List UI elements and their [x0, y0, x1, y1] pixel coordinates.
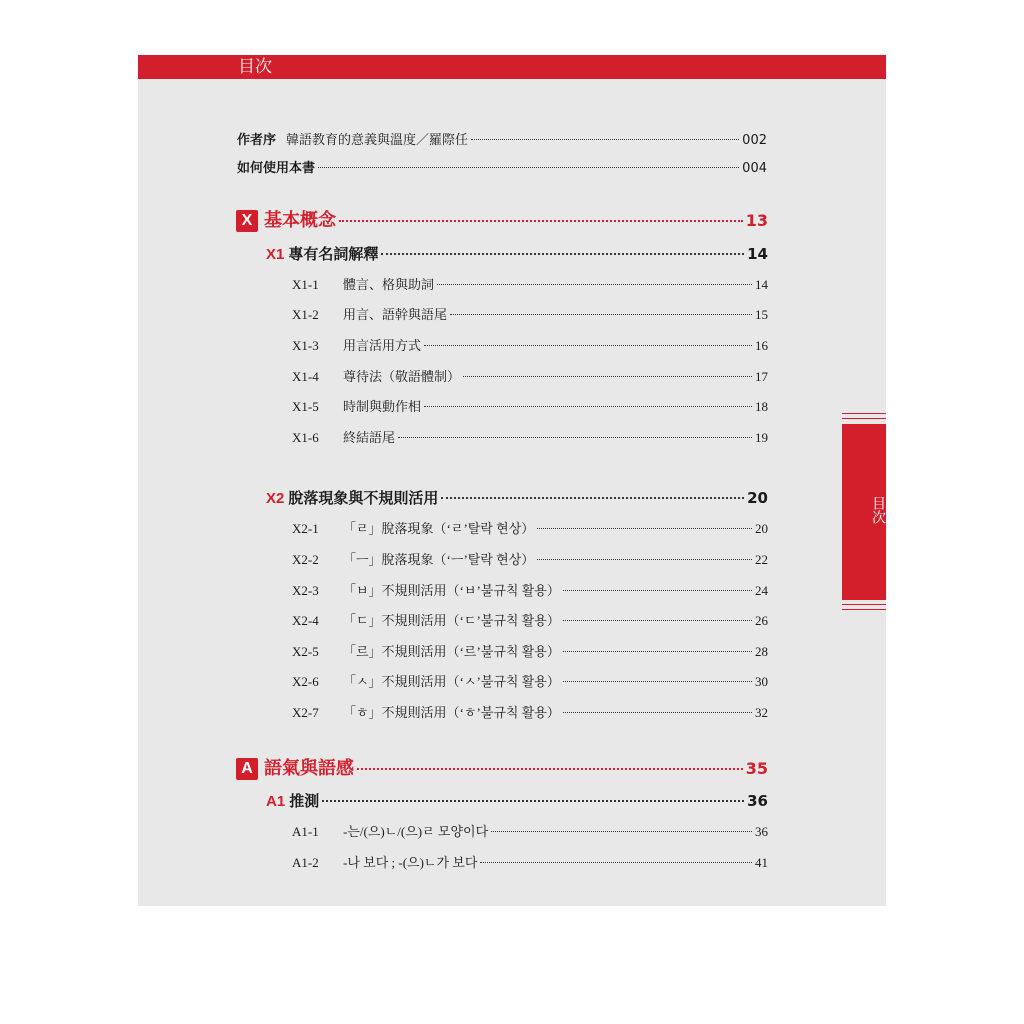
- chapter-title: 語氣與語感: [264, 758, 354, 779]
- toc-page-number: 30: [755, 674, 768, 689]
- leader-dots: [381, 253, 744, 255]
- leader-dots: [563, 681, 752, 682]
- item-code: X2-2: [292, 552, 319, 567]
- leader-dots: [357, 768, 743, 770]
- toc-page-number: 14: [747, 245, 768, 263]
- leader-dots: [537, 528, 752, 529]
- leader-dots: [563, 620, 752, 621]
- toc-title: 韓語教育的意義與溫度／羅際任: [286, 133, 469, 148]
- leader-dots: [450, 314, 752, 315]
- toc-preface-row[interactable]: [237, 157, 767, 176]
- item-title: 「ㄹ」脫落現象（‘ㄹ’탈락 현상）: [343, 521, 535, 536]
- item-title: -는/(으)ㄴ/(으)ㄹ 모양이다: [343, 824, 489, 839]
- toc-item-row[interactable]: [292, 821, 768, 840]
- toc-page-number: 19: [755, 430, 768, 445]
- toc-title: 如何使用本書: [237, 161, 316, 176]
- toc-section-row[interactable]: [266, 243, 768, 264]
- side-tab-rule-top: [842, 413, 886, 414]
- toc-item-row[interactable]: [292, 852, 768, 871]
- side-tab[interactable]: [842, 424, 886, 600]
- toc-item-row[interactable]: [292, 396, 768, 415]
- item-title: 用言活用方式: [343, 338, 422, 353]
- toc-page-number: 14: [755, 277, 768, 292]
- leader-dots: [471, 139, 739, 140]
- item-title: 「ㅅ」不規則活用（‘ㅅ’불규칙 활용）: [343, 674, 560, 689]
- item-code: X2-4: [292, 613, 319, 628]
- leader-dots: [491, 831, 752, 832]
- toc-page-number: 41: [755, 855, 768, 870]
- leader-dots: [339, 220, 743, 222]
- page-title: 目次: [238, 57, 272, 77]
- leader-dots: [322, 800, 744, 802]
- toc-page-number: 004: [742, 161, 767, 176]
- item-code: X2-3: [292, 583, 319, 598]
- item-code: X1-3: [292, 338, 319, 353]
- toc-page-number: 13: [745, 211, 768, 230]
- toc-page-number: 32: [755, 705, 768, 720]
- leader-dots: [398, 437, 752, 438]
- toc-item-row[interactable]: [292, 671, 768, 690]
- toc-page-number: 24: [755, 583, 768, 598]
- section-code: X1: [266, 246, 285, 263]
- toc-page-number: 002: [742, 133, 767, 148]
- leader-dots: [441, 497, 744, 499]
- section-title: 專有名詞解釋: [288, 245, 379, 263]
- section-code: X2: [266, 490, 285, 507]
- item-code: X1-1: [292, 277, 319, 292]
- item-code: X2-7: [292, 705, 319, 720]
- toc-page-number: 20: [755, 521, 768, 536]
- toc-chapter-row[interactable]: [236, 754, 768, 781]
- item-code: X1-4: [292, 369, 319, 384]
- leader-dots: [537, 559, 752, 560]
- leader-dots: [424, 406, 752, 407]
- toc-page-number: 16: [755, 338, 768, 353]
- toc-item-row[interactable]: [292, 580, 768, 599]
- item-code: X1-2: [292, 307, 319, 322]
- side-tab-label: 目次: [870, 496, 886, 524]
- item-title: 用言、語幹與語尾: [343, 307, 448, 322]
- toc-page-number: 35: [745, 759, 768, 778]
- toc-page-number: 18: [755, 399, 768, 414]
- toc-item-row[interactable]: [292, 549, 768, 568]
- section-title: 推測: [289, 792, 320, 810]
- toc-item-row[interactable]: [292, 304, 768, 323]
- leader-dots: [318, 167, 739, 168]
- toc-page-number: 20: [747, 489, 768, 507]
- leader-dots: [480, 862, 752, 863]
- item-title: 終結語尾: [343, 430, 396, 445]
- item-title: 「ㄷ」不規則活用（‘ㄷ’불규칙 활용）: [343, 613, 560, 628]
- side-tab-rule-bottom-2: [842, 609, 886, 610]
- toc-page-number: 36: [747, 792, 768, 810]
- item-code: X2-6: [292, 674, 319, 689]
- toc-chapter-row[interactable]: [236, 206, 768, 233]
- leader-dots: [563, 651, 752, 652]
- toc-page-number: 17: [755, 369, 768, 384]
- chapter-badge: A: [236, 758, 258, 780]
- toc-item-row[interactable]: [292, 702, 768, 721]
- side-tab-rule-bottom: [842, 604, 886, 605]
- toc-section-row[interactable]: [266, 487, 768, 508]
- toc-section-row[interactable]: [266, 790, 768, 811]
- chapter-badge: X: [236, 210, 258, 232]
- header-bar: [138, 55, 886, 79]
- leader-dots: [424, 345, 752, 346]
- toc-item-row[interactable]: [292, 641, 768, 660]
- item-code: X1-5: [292, 399, 319, 414]
- toc-page-number: 36: [755, 824, 768, 839]
- item-title: 「ㅂ」不規則活用（‘ㅂ’불규칙 활용）: [343, 583, 560, 598]
- item-code: X2-1: [292, 521, 319, 536]
- leader-dots: [563, 712, 752, 713]
- toc-item-row[interactable]: [292, 610, 768, 629]
- toc-item-row[interactable]: [292, 518, 768, 537]
- toc-item-row[interactable]: [292, 335, 768, 354]
- item-code: X2-5: [292, 644, 319, 659]
- item-code: A1-1: [292, 824, 319, 839]
- item-title: 時制與動作相: [343, 399, 422, 414]
- chapter-title: 基本概念: [264, 210, 336, 231]
- item-title: 體言、格與助詞: [343, 277, 435, 292]
- toc-page-number: 26: [755, 613, 768, 628]
- item-title: 「ㅡ」脫落現象（‘ㅡ’탈락 현상）: [343, 552, 535, 567]
- toc-page-number: 28: [755, 644, 768, 659]
- item-title: 尊待法（敬語體制）: [343, 369, 461, 384]
- leader-dots: [563, 590, 752, 591]
- preface-label: 作者序: [237, 133, 277, 148]
- section-title: 脫落現象與不規則活用: [288, 489, 439, 507]
- leader-dots: [437, 284, 752, 285]
- toc-item-row[interactable]: [292, 274, 768, 293]
- toc-item-row[interactable]: [292, 427, 768, 446]
- side-tab-rule-top-2: [842, 418, 886, 419]
- section-code: A1: [266, 793, 286, 810]
- toc-item-row[interactable]: [292, 366, 768, 385]
- toc-preface-row[interactable]: [237, 129, 767, 148]
- item-code: X1-6: [292, 430, 319, 445]
- toc-page-number: 15: [755, 307, 768, 322]
- item-title: 「르」不規則活用（‘르’불규칙 활용）: [343, 644, 560, 659]
- toc-page-number: 22: [755, 552, 768, 567]
- item-code: A1-2: [292, 855, 319, 870]
- item-title: 「ㅎ」不規則活用（‘ㅎ’불규칙 활용）: [343, 705, 560, 720]
- item-title: -나 보다 ; -(으)ㄴ가 보다: [343, 855, 478, 870]
- leader-dots: [463, 376, 752, 377]
